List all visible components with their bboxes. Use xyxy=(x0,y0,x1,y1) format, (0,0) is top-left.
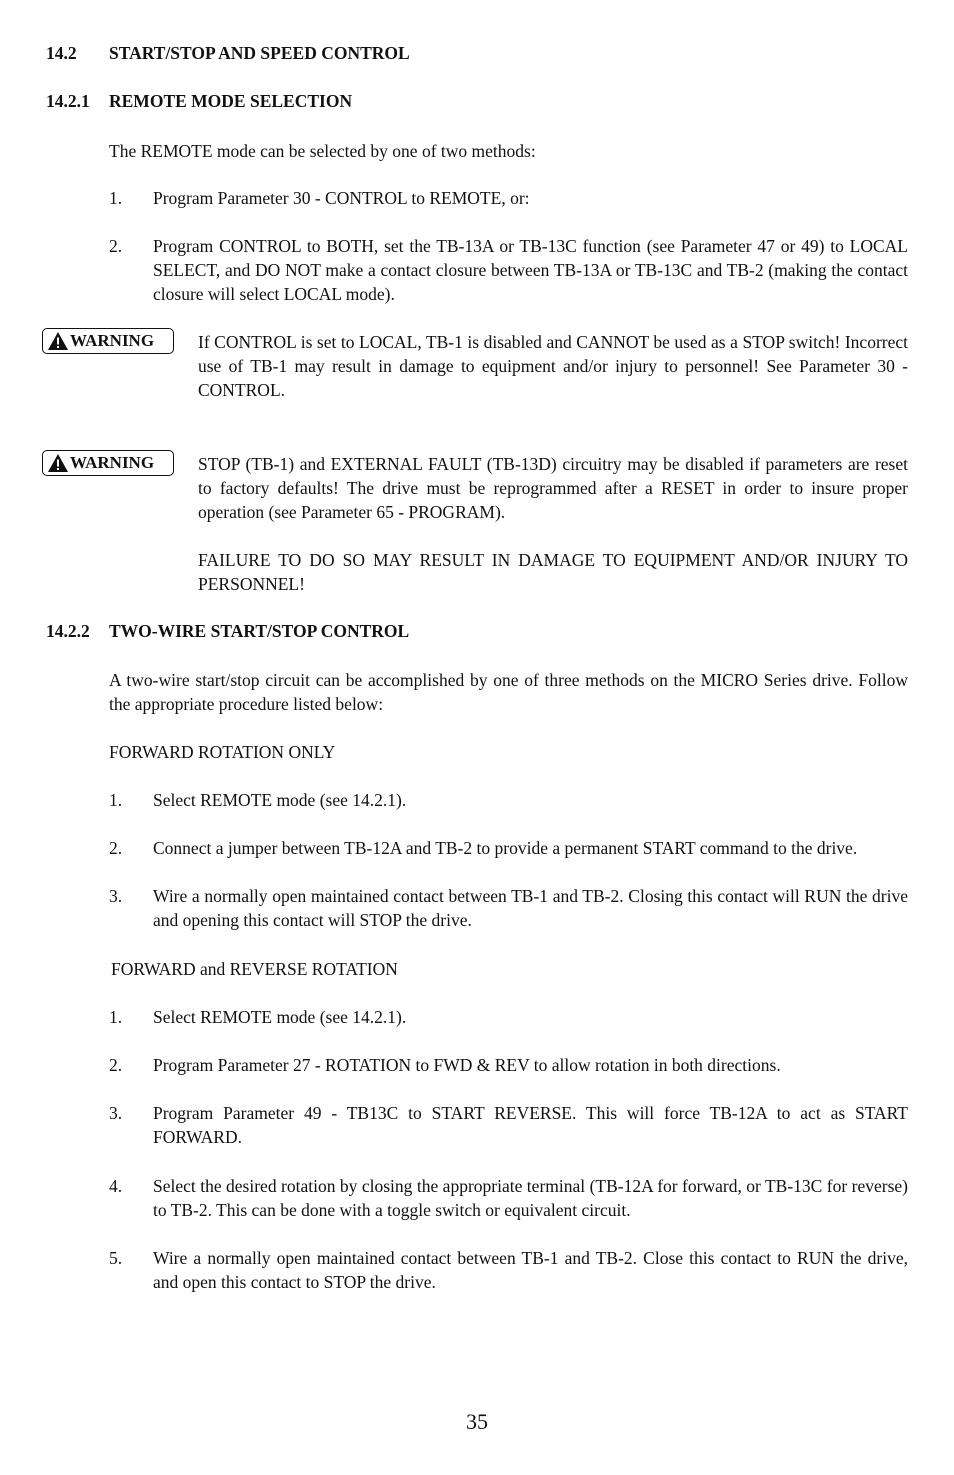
remote-intro: The REMOTE mode can be selected by one of two methods: xyxy=(109,141,536,161)
list-item-text: Select the desired rotation by closing the appropriate terminal (TB-12A for forward, or TB-13C for reverse) to TB-2. This can be done with a toggle switch or equivalent circuit. xyxy=(153,1176,908,1220)
subheading-forward-reverse: FORWARD and REVERSE ROTATION xyxy=(111,959,398,979)
twowire-intro: A two-wire start/stop circuit can be accomplished by one of three methods on the MICRO Series drive. Follow the appropriate procedure listed below: xyxy=(109,670,908,714)
list-item-number: 1. xyxy=(109,1007,123,1027)
list-item-text: Wire a normally open maintained contact between TB-1 and TB-2. Closing this contact will RUN the drive and opening this contact will STOP the drive. xyxy=(153,886,908,930)
section-title: START/STOP AND SPEED CONTROL xyxy=(109,43,410,63)
list-item-number: 3. xyxy=(109,886,123,906)
list-item-text: Wire a normally open maintained contact between TB-1 and TB-2. Close this contact to RUN the drive, and open this contact to STOP the drive. xyxy=(153,1248,908,1292)
list-item-text: Program Parameter 27 - ROTATION to FWD & REV to allow rotation in both directions. xyxy=(153,1055,781,1075)
list-item-number: 2. xyxy=(109,838,123,858)
warning-triangle-icon xyxy=(47,331,69,351)
list-item-text: Program Parameter 49 - TB13C to START REVERSE. This will force TB-12A to act as START FORWARD. xyxy=(153,1103,908,1147)
warning-label: WARNING xyxy=(70,331,155,350)
list-item-number: 3. xyxy=(109,1103,123,1123)
warning-text: STOP (TB-1) and EXTERNAL FAULT (TB-13D) circuitry may be disabled if parameters are reset to factory defaults! The drive must be reprogrammed after a RESET in order to insure proper operation (see Parameter 65 - PROGRAM). xyxy=(198,454,908,522)
list-item-number: 1. xyxy=(109,790,123,810)
warning-label: WARNING xyxy=(70,453,155,472)
warning-badge xyxy=(42,450,174,476)
page-number: 35 xyxy=(466,1409,488,1434)
section-number: 14.2.1 xyxy=(46,91,90,111)
list-item-number: 5. xyxy=(109,1248,123,1268)
warning-triangle-icon xyxy=(47,453,69,473)
list-item-text: Program Parameter 30 - CONTROL to REMOTE, or: xyxy=(153,188,530,208)
warning-text: FAILURE TO DO SO MAY RESULT IN DAMAGE TO EQUIPMENT AND/OR INJURY TO PERSONNEL! xyxy=(198,550,908,594)
warning-badge xyxy=(42,328,174,354)
warning-text: If CONTROL is set to LOCAL, TB-1 is disabled and CANNOT be used as a STOP switch! Incorrect use of TB-1 may result in damage to equipment and/or injury to personnel! See Parameter 30 - CONTROL. xyxy=(198,332,908,400)
list-item-number: 2. xyxy=(109,1055,123,1075)
list-item-text: Program CONTROL to BOTH, set the TB-13A or TB-13C function (see Parameter 47 or 49) to LOCAL SELECT, and DO NOT make a contact closure between TB-13A or TB-13C and TB-2 (making the contact closure will select LOCAL mode). xyxy=(153,236,908,304)
section-title: TWO-WIRE START/STOP CONTROL xyxy=(109,621,410,641)
section-number: 14.2 xyxy=(46,43,77,63)
list-item-number: 4. xyxy=(109,1176,123,1196)
subheading-forward-only: FORWARD ROTATION ONLY xyxy=(109,742,336,762)
section-number: 14.2.2 xyxy=(46,621,90,641)
section-title: REMOTE MODE SELECTION xyxy=(109,91,353,111)
list-item-number: 2. xyxy=(109,236,123,256)
list-item-text: Connect a jumper between TB-12A and TB-2 to provide a permanent START command to the drive. xyxy=(153,838,858,858)
list-item-number: 1. xyxy=(109,188,123,208)
list-item-text: Select REMOTE mode (see 14.2.1). xyxy=(153,790,407,810)
list-item-text: Select REMOTE mode (see 14.2.1). xyxy=(153,1007,407,1027)
